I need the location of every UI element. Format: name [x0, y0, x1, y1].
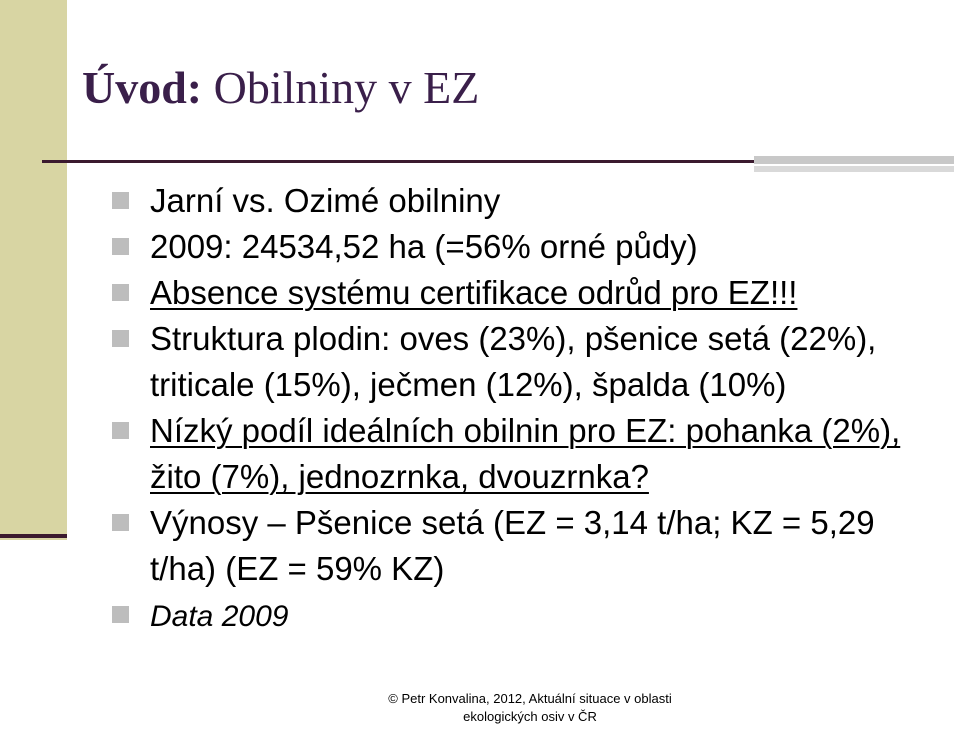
- bullet-item: [108, 500, 948, 592]
- slide-title-rest: Obilniny v EZ: [202, 62, 480, 113]
- bullet-text: Výnosy – Pšenice setá (EZ = 3,14 t/ha; KZ = 5,29 t/ha) (EZ = 59% KZ): [150, 504, 875, 587]
- title-divider-extension-lower: [754, 166, 954, 172]
- side-decoration-line: [0, 534, 67, 538]
- title-divider-extension: [754, 156, 954, 164]
- bullet-item: [108, 178, 948, 224]
- footer-line: © Petr Konvalina, 2012, Aktuální situace v oblasti: [388, 691, 672, 706]
- bullet-list: [108, 178, 948, 640]
- bullet-text: Struktura plodin: oves (23%), pšenice setá (22%), triticale (15%), ječmen (12%), špalda (10%): [150, 320, 877, 403]
- bullet-text: 2009: 24534,52 ha (=56% orné půdy): [150, 228, 698, 265]
- bullet-item: [108, 270, 948, 316]
- bullet-text: Jarní vs. Ozimé obilniny: [150, 182, 501, 219]
- bullet-text: Nízký podíl ideálních obilnin pro EZ: pohanka (2%), žito (7%), jednozrnka, dvouzrnka?: [150, 412, 901, 495]
- bullet-item: [108, 316, 948, 408]
- bullet-item: [108, 224, 948, 270]
- bullet-square-icon: [112, 606, 129, 623]
- bullet-square-icon: [112, 330, 129, 347]
- bullet-square-icon: [112, 514, 129, 531]
- title-divider: [42, 160, 754, 163]
- bullet-item: [108, 592, 948, 640]
- bullet-square-icon: [112, 192, 129, 209]
- bullet-square-icon: [112, 238, 129, 255]
- slide-title-bold: Úvod:: [82, 62, 203, 113]
- footer-line: ekologických osiv v ČR: [463, 709, 597, 724]
- bullet-text: Absence systému certifikace odrůd pro EZ!!!: [150, 274, 798, 311]
- bullet-text: Data 2009: [150, 600, 289, 633]
- slide-title: [82, 58, 479, 118]
- bullet-square-icon: [112, 422, 129, 439]
- bullet-item: [108, 408, 948, 500]
- side-decoration-bar: [0, 0, 67, 540]
- slide-footer: [360, 690, 700, 726]
- bullet-square-icon: [112, 284, 129, 301]
